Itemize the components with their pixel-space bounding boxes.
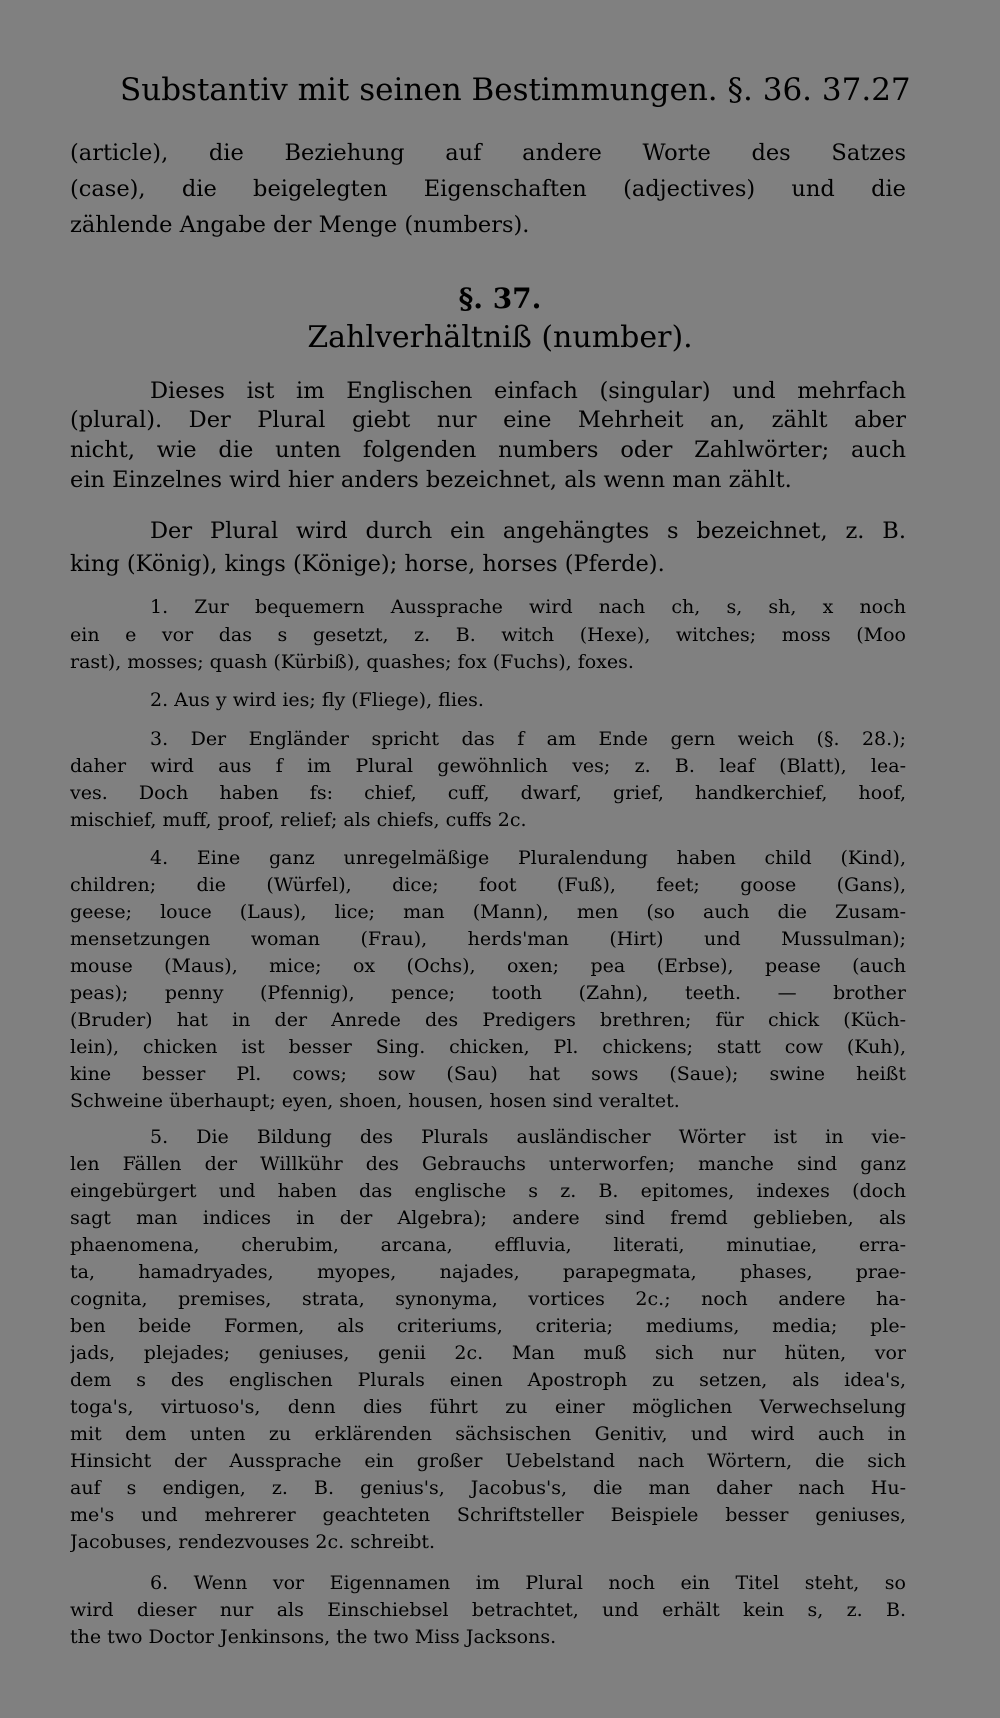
text-line: kine besser Pl. cows; sow (Sau) hat sows (Saue); swine heißt bbox=[70, 1063, 906, 1085]
text-line: wird dieser nur als Einschiebsel betrachtet, und erhält kein s, z. B. bbox=[70, 1599, 906, 1621]
text-line: me's und mehrerer geachteten Schriftsteller Beispiele besser geniuses, bbox=[70, 1504, 906, 1526]
text-line: (article), die Beziehung auf andere Worte des Satzes bbox=[70, 140, 906, 166]
section-number: §. 37. bbox=[458, 282, 542, 315]
text-line: toga's, virtuoso's, denn dies führt zu einer möglichen Verwechselung bbox=[70, 1396, 906, 1418]
text-line: 5. Die Bildung des Plurals ausländischer Wörter ist in vie- bbox=[150, 1126, 906, 1148]
text-line: Dieses ist im Englischen einfach (singular) und mehrfach bbox=[150, 378, 906, 404]
text-line: daher wird aus f im Plural gewöhnlich ves; z. B. leaf (Blatt), lea- bbox=[70, 755, 906, 777]
text-line: dem s des englischen Plurals einen Apostroph zu setzen, als idea's, bbox=[70, 1369, 906, 1391]
text-line: (plural). Der Plural giebt nur eine Mehrheit an, zählt aber bbox=[70, 407, 906, 433]
running-header bbox=[120, 72, 910, 112]
text-line: rast), mosses; quash (Kürbiß), quashes; fox (Fuchs), foxes. bbox=[70, 651, 634, 673]
text-line: 6. Wenn vor Eigennamen im Plural noch ein Titel steht, so bbox=[150, 1572, 906, 1594]
text-line: 4. Eine ganz unregelmäßige Pluralendung haben child (Kind), bbox=[150, 847, 906, 869]
text-line: (Bruder) hat in der Anrede des Predigers brethren; für chick (Küch- bbox=[70, 1009, 906, 1031]
text-line: ta, hamadryades, myopes, najades, parapegmata, phases, prae- bbox=[70, 1261, 906, 1283]
text-line: the two Doctor Jenkinsons, the two Miss Jacksons. bbox=[70, 1626, 557, 1648]
text-line: eingebürgert und haben das englische s z. B. epitomes, indexes (doch bbox=[70, 1180, 906, 1202]
text-line: auf s endigen, z. B. genius's, Jacobus's, die man daher nach Hu- bbox=[70, 1477, 906, 1499]
text-line: 2. Aus y wird ies; fly (Fliege), flies. bbox=[150, 689, 484, 711]
text-line: phaenomena, cherubim, arcana, effluvia, literati, minutiae, erra- bbox=[70, 1234, 906, 1256]
text-line: jads, plejades; geniuses, genii 2c. Man muß sich nur hüten, vor bbox=[70, 1342, 906, 1364]
text-line: ves. Doch haben fs: chief, cuff, dwarf, grief, handkerchief, hoof, bbox=[70, 782, 906, 804]
text-line: Hinsicht der Aussprache ein großer Uebelstand nach Wörtern, die sich bbox=[70, 1450, 906, 1472]
text-line: 3. Der Engländer spricht das f am Ende gern weich (§. 28.); bbox=[150, 728, 906, 750]
text-line: ein Einzelnes wird hier anders bezeichnet, als wenn man zählt. bbox=[70, 467, 792, 493]
text-line: nicht, wie die unten folgenden numbers oder Zahlwörter; auch bbox=[70, 437, 906, 463]
text-line: children; die (Würfel), dice; foot (Fuß), feet; goose (Gans), bbox=[70, 874, 906, 896]
text-line: ben beide Formen, als criteriums, criteria; mediums, media; ple- bbox=[70, 1315, 906, 1337]
text-line: len Fällen der Willkühr des Gebrauchs unterworfen; manche sind ganz bbox=[70, 1153, 906, 1175]
text-line: zählende Angabe der Menge (numbers). bbox=[70, 212, 530, 238]
text-line: king (König), kings (Könige); horse, horses (Pferde). bbox=[70, 551, 665, 577]
text-line: Jacobuses, rendezvouses 2c. schreibt. bbox=[70, 1531, 436, 1553]
text-line: mit dem unten zu erklärenden sächsischen Genitiv, und wird auch in bbox=[70, 1423, 906, 1445]
header-title: Substantiv mit seinen Bestimmungen. §. 36. 37. bbox=[120, 72, 872, 108]
text-line: (case), die beigelegten Eigenschaften (adjectives) und die bbox=[70, 176, 906, 202]
section-title: Zahlverhältniß (number). bbox=[307, 320, 693, 355]
text-line: Schweine überhaupt; eyen, shoen, housen, hosen sind veraltet. bbox=[70, 1090, 680, 1112]
text-line: geese; louce (Laus), lice; man (Mann), men (so auch die Zusam- bbox=[70, 901, 906, 923]
text-line: lein), chicken ist besser Sing. chicken, Pl. chickens; statt cow (Kuh), bbox=[70, 1036, 906, 1058]
text-line: sagt man indices in der Algebra); andere sind fremd geblieben, als bbox=[70, 1207, 906, 1229]
text-line: cognita, premises, strata, synonyma, vortices 2c.; noch andere ha- bbox=[70, 1288, 906, 1310]
text-line: Der Plural wird durch ein angehängtes s bezeichnet, z. B. bbox=[150, 518, 906, 544]
text-line: mouse (Maus), mice; ox (Ochs), oxen; pea (Erbse), pease (auch bbox=[70, 955, 906, 977]
text-line: mischief, muff, proof, relief; als chiefs, cuffs 2c. bbox=[70, 809, 527, 831]
text-line: peas); penny (Pfennig), pence; tooth (Zahn), teeth. — brother bbox=[70, 982, 906, 1004]
text-line: 1. Zur bequemern Aussprache wird nach ch, s, sh, x noch bbox=[150, 596, 906, 618]
page-number: 27 bbox=[871, 72, 911, 108]
text-line: mensetzungen woman (Frau), herds'man (Hirt) und Mussulman); bbox=[70, 928, 906, 950]
text-line: ein e vor das s gesetzt, z. B. witch (Hexe), witches; moss (Moo bbox=[70, 624, 906, 646]
